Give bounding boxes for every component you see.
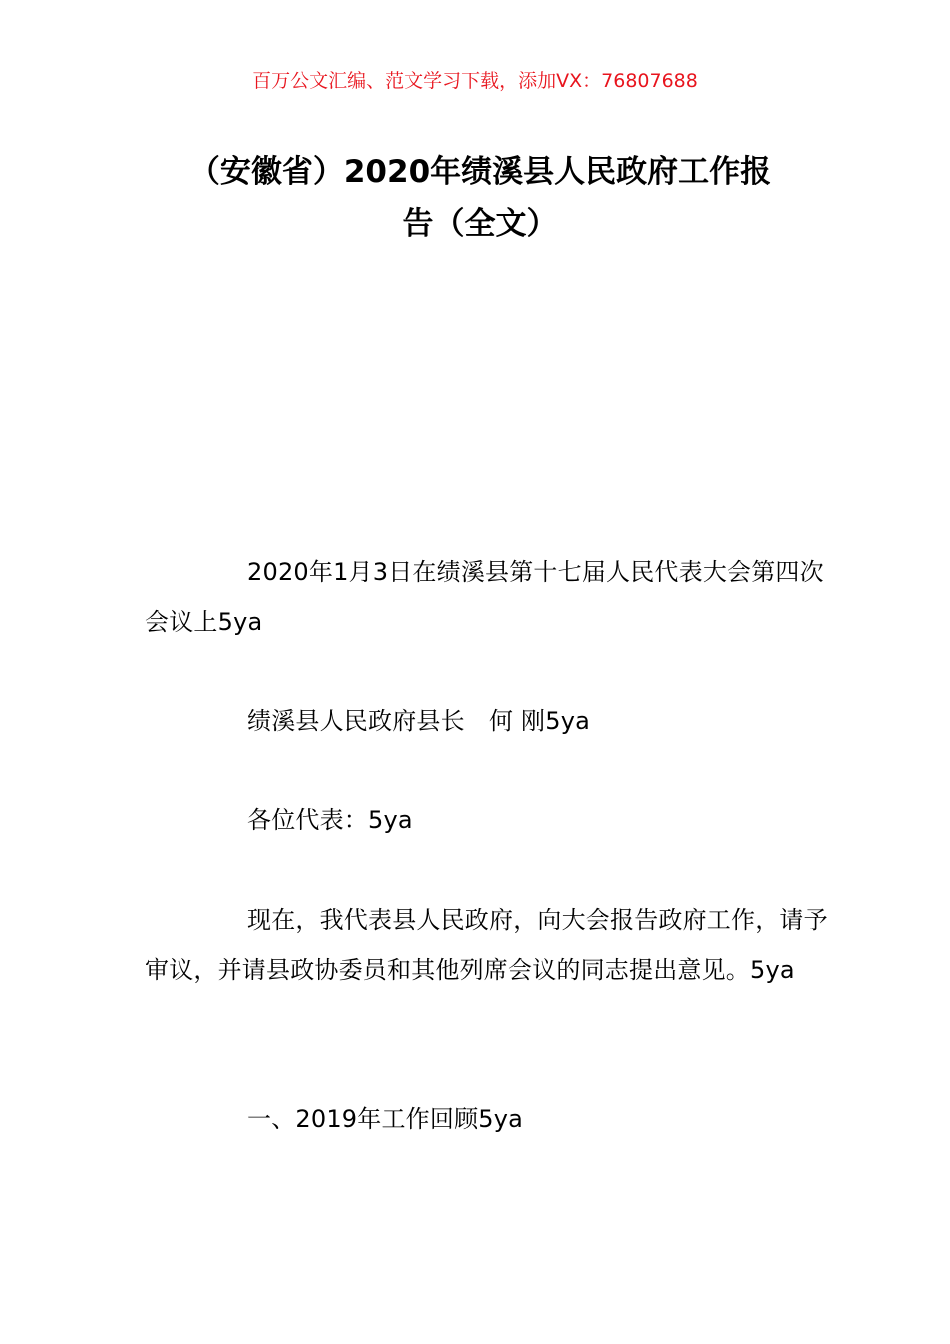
paragraph-intro <box>145 896 835 995</box>
section-heading-review <box>145 1095 835 1145</box>
paragraph-text: 2020年1月3日在绩溪县第十七届人民代表大会第四次会议上5ya <box>145 558 824 636</box>
document-title-line-2: 告（全文） <box>402 206 558 242</box>
paragraph-text: 一、2019年工作回顾5ya <box>247 1105 524 1133</box>
header-banner: 百万公文汇编、范文学习下载，添加VX：76807688 <box>252 70 698 92</box>
document-title-line-1: （安徽省）2020年绩溪县人民政府工作报 <box>188 154 772 190</box>
document-title <box>140 146 820 250</box>
paragraph-meeting-info <box>145 548 835 647</box>
paragraph-text: 绩溪县人民政府县长 何 刚5ya <box>247 707 591 735</box>
paragraph-salutation <box>145 796 835 846</box>
paragraph-author <box>145 697 835 747</box>
paragraph-text: 各位代表：5ya <box>247 806 413 834</box>
paragraph-text: 现在，我代表县人民政府，向大会报告政府工作，请予审议，并请县政协委员和其他列席会议的同志提出意见。5ya <box>145 906 828 984</box>
